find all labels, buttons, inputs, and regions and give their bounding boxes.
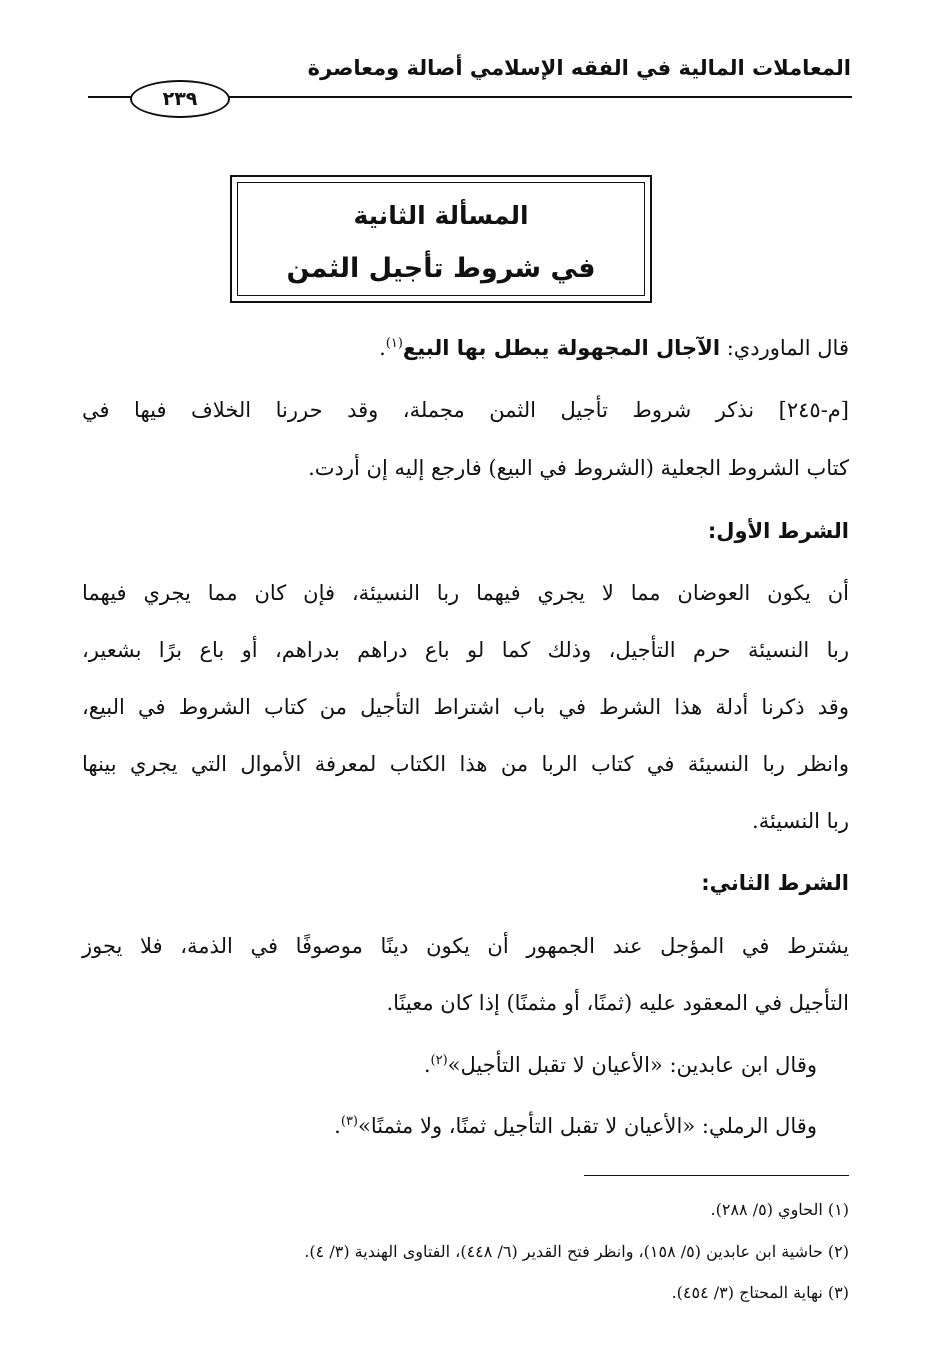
- ramli-text: وقال الرملي: «الأعيان لا تقبل التأجيل ثمنًا، ولا مثمنًا»: [358, 1114, 817, 1138]
- section-title-line-1: المسألة الثانية: [353, 201, 529, 230]
- first-condition-line-2: ربا النسيئة حرم التأجيل، وذلك كما لو باع دراهم بدراهم، أو باع برًا بشعير،: [82, 638, 849, 662]
- ibn-abidin-quote: [424, 1050, 817, 1080]
- intro-line-2: كتاب الشروط الجعلية (الشروط في البيع) فارجع إليه إن أردت.: [308, 456, 849, 480]
- section-title-line-2: في شروط تأجيل الثمن: [286, 253, 596, 284]
- mawardi-quote: [379, 333, 849, 363]
- second-condition-line-1: يشترط في المؤجل عند الجمهور أن يكون دينًا موصوفًا في الذمة، فلا يجوز: [82, 934, 849, 958]
- intro-line-1: [م-٢٤٥] نذكر شروط تأجيل الثمن مجملة، وقد حررنا الخلاف فيها في: [82, 398, 849, 422]
- running-title: المعاملات المالية في الفقه الإسلامي أصالة ومعاصرة: [307, 56, 851, 80]
- footnote-ref-2: (٢): [430, 1053, 448, 1068]
- footnote-2: (٢) حاشية ابن عابدين (٥/ ١٥٨)، وانظر فتح القدير (٦/ ٤٤٨)، الفتاوى الهندية (٣/ ٤).: [304, 1242, 849, 1261]
- footnote-ref-1: (١): [385, 336, 403, 351]
- ramli-quote: [334, 1111, 817, 1141]
- quote-intro: قال الماوردي:: [720, 336, 849, 360]
- second-condition-heading: الشرط الثاني:: [701, 871, 849, 895]
- ibn-abidin-end: .: [423, 1053, 431, 1077]
- section-title-inner-frame: [237, 182, 645, 296]
- first-condition-heading: الشرط الأول:: [707, 519, 849, 543]
- first-condition-line-5: ربا النسيئة.: [752, 809, 849, 833]
- second-condition-line-2: التأجيل في المعقود عليه (ثمنًا، أو مثمنًا) إذا كان معينًا.: [386, 991, 849, 1015]
- footnote-ref-3: (٣): [340, 1114, 358, 1129]
- footnote-3: (٣) نهاية المحتاج (٣/ ٤٥٤).: [671, 1283, 849, 1302]
- quote-end: .: [379, 336, 386, 360]
- page-number: ٢٣٩: [130, 80, 230, 118]
- first-condition-line-4: وانظر ربا النسيئة في كتاب الربا من هذا الكتاب لمعرفة الأموال التي يجري بينها: [82, 752, 849, 776]
- ibn-abidin-text: وقال ابن عابدين: «الأعيان لا تقبل التأجيل»: [447, 1053, 817, 1077]
- footnote-separator: [584, 1175, 849, 1176]
- section-title-box: [230, 175, 652, 303]
- ramli-end: .: [334, 1114, 341, 1138]
- footnote-1: (١) الحاوي (٥/ ٢٨٨).: [710, 1200, 849, 1219]
- first-condition-line-3: وقد ذكرنا أدلة هذا الشرط في باب اشتراط التأجيل من كتاب الشروط في البيع،: [82, 695, 849, 719]
- first-condition-line-1: أن يكون العوضان مما لا يجري فيهما ربا النسيئة، فإن كان مما يجري فيهما: [82, 581, 849, 605]
- quote-text: الآجال المجهولة يبطل بها البيع: [402, 336, 721, 360]
